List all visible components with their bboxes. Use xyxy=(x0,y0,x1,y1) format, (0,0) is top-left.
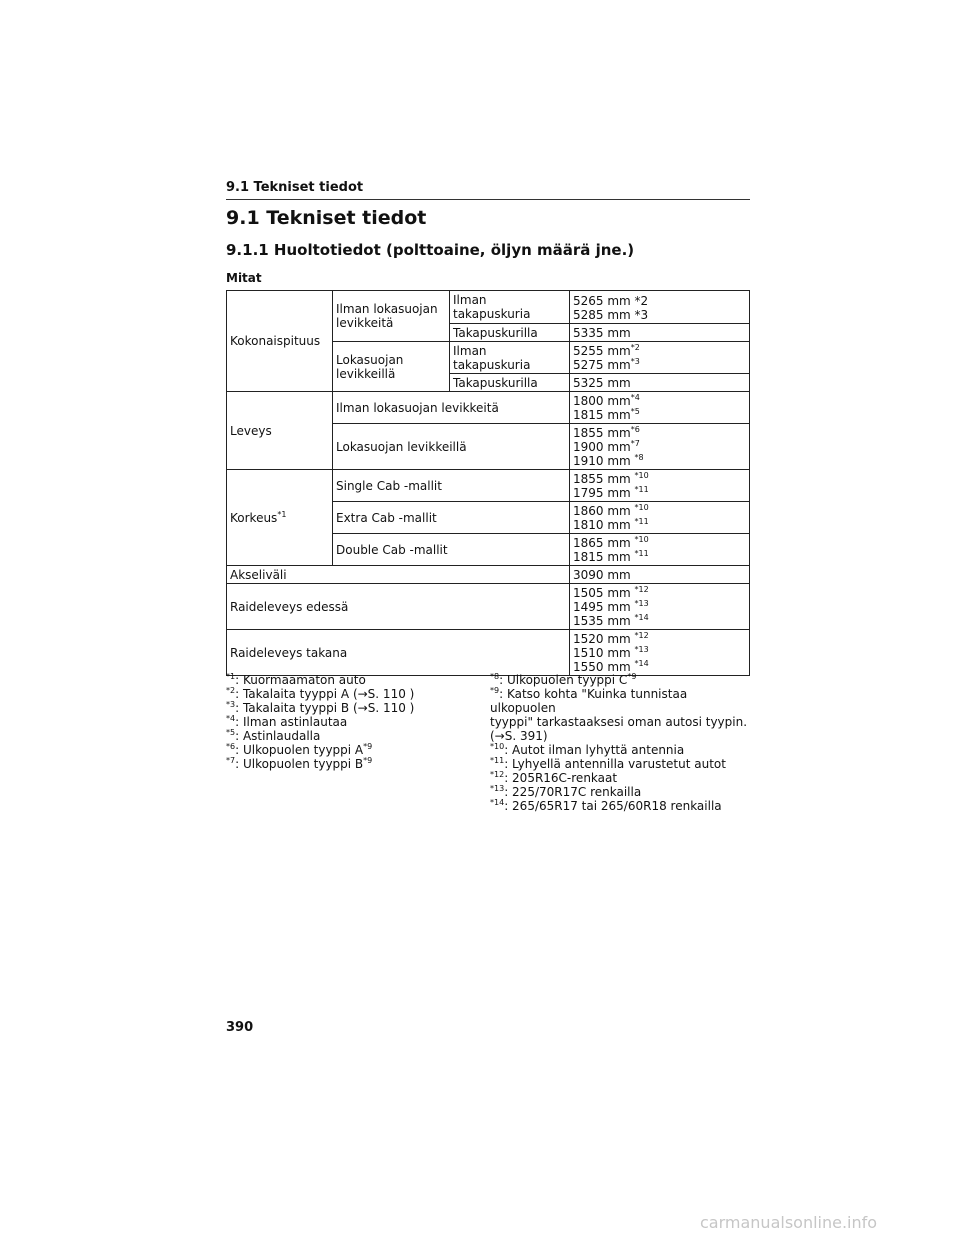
footnotes-right xyxy=(490,673,752,813)
label-bumper: Takapuskurilla xyxy=(450,324,570,342)
footnote-mark: *10 xyxy=(490,742,505,751)
footnote-mark: *8 xyxy=(490,672,500,681)
label-text: Korkeus xyxy=(230,510,278,525)
label-no-fender: Ilman lokasuojan levikkeitä xyxy=(333,291,450,342)
footnote-mark: *6 xyxy=(226,742,236,751)
footnote xyxy=(490,785,752,799)
value: 5335 mm xyxy=(570,324,750,342)
table-heading: Mitat xyxy=(226,271,262,285)
label-single-cab: Single Cab -mallit xyxy=(333,470,570,502)
label-akselivali: Akseliväli xyxy=(227,566,570,584)
footnote xyxy=(490,799,752,813)
table-row xyxy=(227,291,750,324)
dimensions-table xyxy=(226,290,750,676)
footnote-ref: *14 xyxy=(634,659,649,668)
footnote-text: : Lyhyellä antennilla varustetut autot xyxy=(504,757,726,771)
value: 5325 mm xyxy=(570,374,750,392)
value: 1550 mm xyxy=(573,660,635,674)
footnote-text: : Ulkopuolen tyyppi B xyxy=(235,757,364,771)
value: 5255 mm xyxy=(573,344,631,358)
footnote-ref: *7 xyxy=(630,439,640,448)
footnotes-left xyxy=(226,673,476,771)
footnote-text: : Ilman astinlautaa xyxy=(235,715,348,729)
label-double-cab: Double Cab -mallit xyxy=(333,534,570,566)
footnote-text: : Ulkopuolen tyyppi A xyxy=(235,743,364,757)
footnote-text: : 265/65R17 tai 265/60R18 renkailla xyxy=(504,799,722,813)
value-cell xyxy=(570,630,750,676)
footnote-ref: *11 xyxy=(634,485,649,494)
footnote-text: : Astinlaudalla xyxy=(235,729,321,743)
value: 1505 mm xyxy=(573,586,635,600)
footnote xyxy=(490,743,752,757)
value: 5275 mm xyxy=(573,358,631,372)
footnote-continuation: tyyppi" tarkastaaksesi oman autosi tyypin. xyxy=(490,715,748,729)
footnote-ref: *9 xyxy=(363,742,373,751)
footnote-text: : Ulkopuolen tyyppi C xyxy=(499,673,628,687)
value: 1865 mm xyxy=(573,536,635,550)
footnote xyxy=(226,743,476,757)
footnote-mark: *1 xyxy=(226,672,236,681)
footnote-ref: *12 xyxy=(634,631,649,640)
value-cell xyxy=(570,392,750,424)
footnote-text: : Takalaita tyyppi A (→S. 110 ) xyxy=(235,687,415,701)
value-cell xyxy=(570,470,750,502)
footnote-ref: *2 xyxy=(630,343,640,352)
footnote-mark: *13 xyxy=(490,784,505,793)
value-cell xyxy=(570,502,750,534)
footnote-ref: *11 xyxy=(634,517,649,526)
label-leveys: Leveys xyxy=(227,392,333,470)
value-cell xyxy=(570,342,750,374)
footnote-ref: *13 xyxy=(634,645,649,654)
label-kokonaispituus: Kokonaispituus xyxy=(227,291,333,392)
value: 1795 mm xyxy=(573,486,635,500)
footnote xyxy=(226,715,476,729)
label-no-bumper: Ilman takapuskuria xyxy=(450,291,570,324)
value-cell xyxy=(570,291,750,324)
value: 5265 mm *2 xyxy=(573,293,649,308)
label-fender: Lokasuojan levikkeillä xyxy=(333,424,570,470)
footnote-ref: *4 xyxy=(630,393,640,402)
label-raide-takana: Raideleveys takana xyxy=(227,630,570,676)
footnote-ref: *9 xyxy=(363,756,373,765)
page-reference-link[interactable]: (→S. 391) xyxy=(490,729,548,743)
table-row xyxy=(227,470,750,502)
value: 1860 mm xyxy=(573,504,635,518)
footnote-mark: *7 xyxy=(226,756,236,765)
footnote-ref: *10 xyxy=(634,503,649,512)
footnote-mark: *4 xyxy=(226,714,236,723)
footnote xyxy=(226,757,476,771)
value: 1815 mm xyxy=(573,550,635,564)
footnote-ref: *8 xyxy=(634,453,644,462)
label-korkeus xyxy=(227,470,333,566)
footnote-mark: *5 xyxy=(226,728,236,737)
table-row xyxy=(227,566,750,584)
table-row xyxy=(227,392,750,424)
footnote xyxy=(490,757,752,771)
value: 1900 mm xyxy=(573,440,631,454)
section-title: 9.1 Tekniset tiedot xyxy=(226,207,427,229)
value: 1800 mm xyxy=(573,394,631,408)
footnote xyxy=(226,687,476,701)
footnote xyxy=(490,771,752,785)
label-no-bumper: Ilman takapuskuria xyxy=(450,342,570,374)
table-row xyxy=(227,584,750,630)
footnote-ref: *10 xyxy=(634,471,649,480)
footnote-text: : Kuormaamaton auto xyxy=(235,673,366,687)
footnote xyxy=(226,673,476,687)
label-raide-edessa: Raideleveys edessä xyxy=(227,584,570,630)
value: 5285 mm *3 xyxy=(573,307,649,322)
footnote-mark: *14 xyxy=(490,798,505,807)
value: 1510 mm xyxy=(573,646,635,660)
label-bumper: Takapuskurilla xyxy=(450,374,570,392)
footnote-ref: *1 xyxy=(277,509,287,519)
footnote xyxy=(490,673,752,687)
footnote-ref: *11 xyxy=(634,549,649,558)
value: 1520 mm xyxy=(573,632,635,646)
footnote-mark: *12 xyxy=(490,770,505,779)
value-cell xyxy=(570,584,750,630)
value: 3090 mm xyxy=(570,566,750,584)
value-cell xyxy=(570,534,750,566)
footnote-text: : 225/70R17C renkailla xyxy=(504,785,642,799)
value: 1855 mm xyxy=(573,426,631,440)
footnote-ref: *12 xyxy=(634,585,649,594)
footnote-ref: *6 xyxy=(630,425,640,434)
value: 1495 mm xyxy=(573,600,635,614)
value: 1910 mm xyxy=(573,454,635,468)
footnote-mark: *11 xyxy=(490,756,505,765)
value: 1810 mm xyxy=(573,518,635,532)
footnote xyxy=(226,729,476,743)
page-number: 390 xyxy=(226,1020,254,1035)
label-fender: Lokasuojan levikkeillä xyxy=(333,342,450,392)
subsection-title: 9.1.1 Huoltotiedot (polttoaine, öljyn määrä jne.) xyxy=(226,241,635,259)
label-extra-cab: Extra Cab -mallit xyxy=(333,502,570,534)
footnote-mark: *9 xyxy=(490,686,500,695)
footnote xyxy=(490,687,752,715)
footnote-text: : Takalaita tyyppi B (→S. 110 ) xyxy=(235,701,415,715)
footnote-ref: *14 xyxy=(634,613,649,622)
footnote-ref: *5 xyxy=(630,407,640,416)
footnote-ref: *9 xyxy=(627,672,637,681)
running-header: 9.1 Tekniset tiedot xyxy=(226,180,750,200)
watermark: carmanualsonline.info xyxy=(700,1213,878,1232)
table-row xyxy=(227,630,750,676)
value: 1815 mm xyxy=(573,408,631,422)
footnote-ref: *3 xyxy=(630,357,640,366)
footnote-text: : Autot ilman lyhyttä antennia xyxy=(504,743,685,757)
label-no-fender: Ilman lokasuojan levikkeitä xyxy=(333,392,570,424)
footnote-mark: *3 xyxy=(226,700,236,709)
footnote xyxy=(226,701,476,715)
footnote-text: : 205R16C-renkaat xyxy=(504,771,618,785)
footnote-mark: *2 xyxy=(226,686,236,695)
value: 1535 mm xyxy=(573,614,635,628)
value: 1855 mm xyxy=(573,472,635,486)
footnote-text: : Katso kohta "Kuinka tunnistaa ulkopuolen xyxy=(490,687,688,715)
footnote-ref: *10 xyxy=(634,535,649,544)
footnote-ref: *13 xyxy=(634,599,649,608)
value-cell xyxy=(570,424,750,470)
